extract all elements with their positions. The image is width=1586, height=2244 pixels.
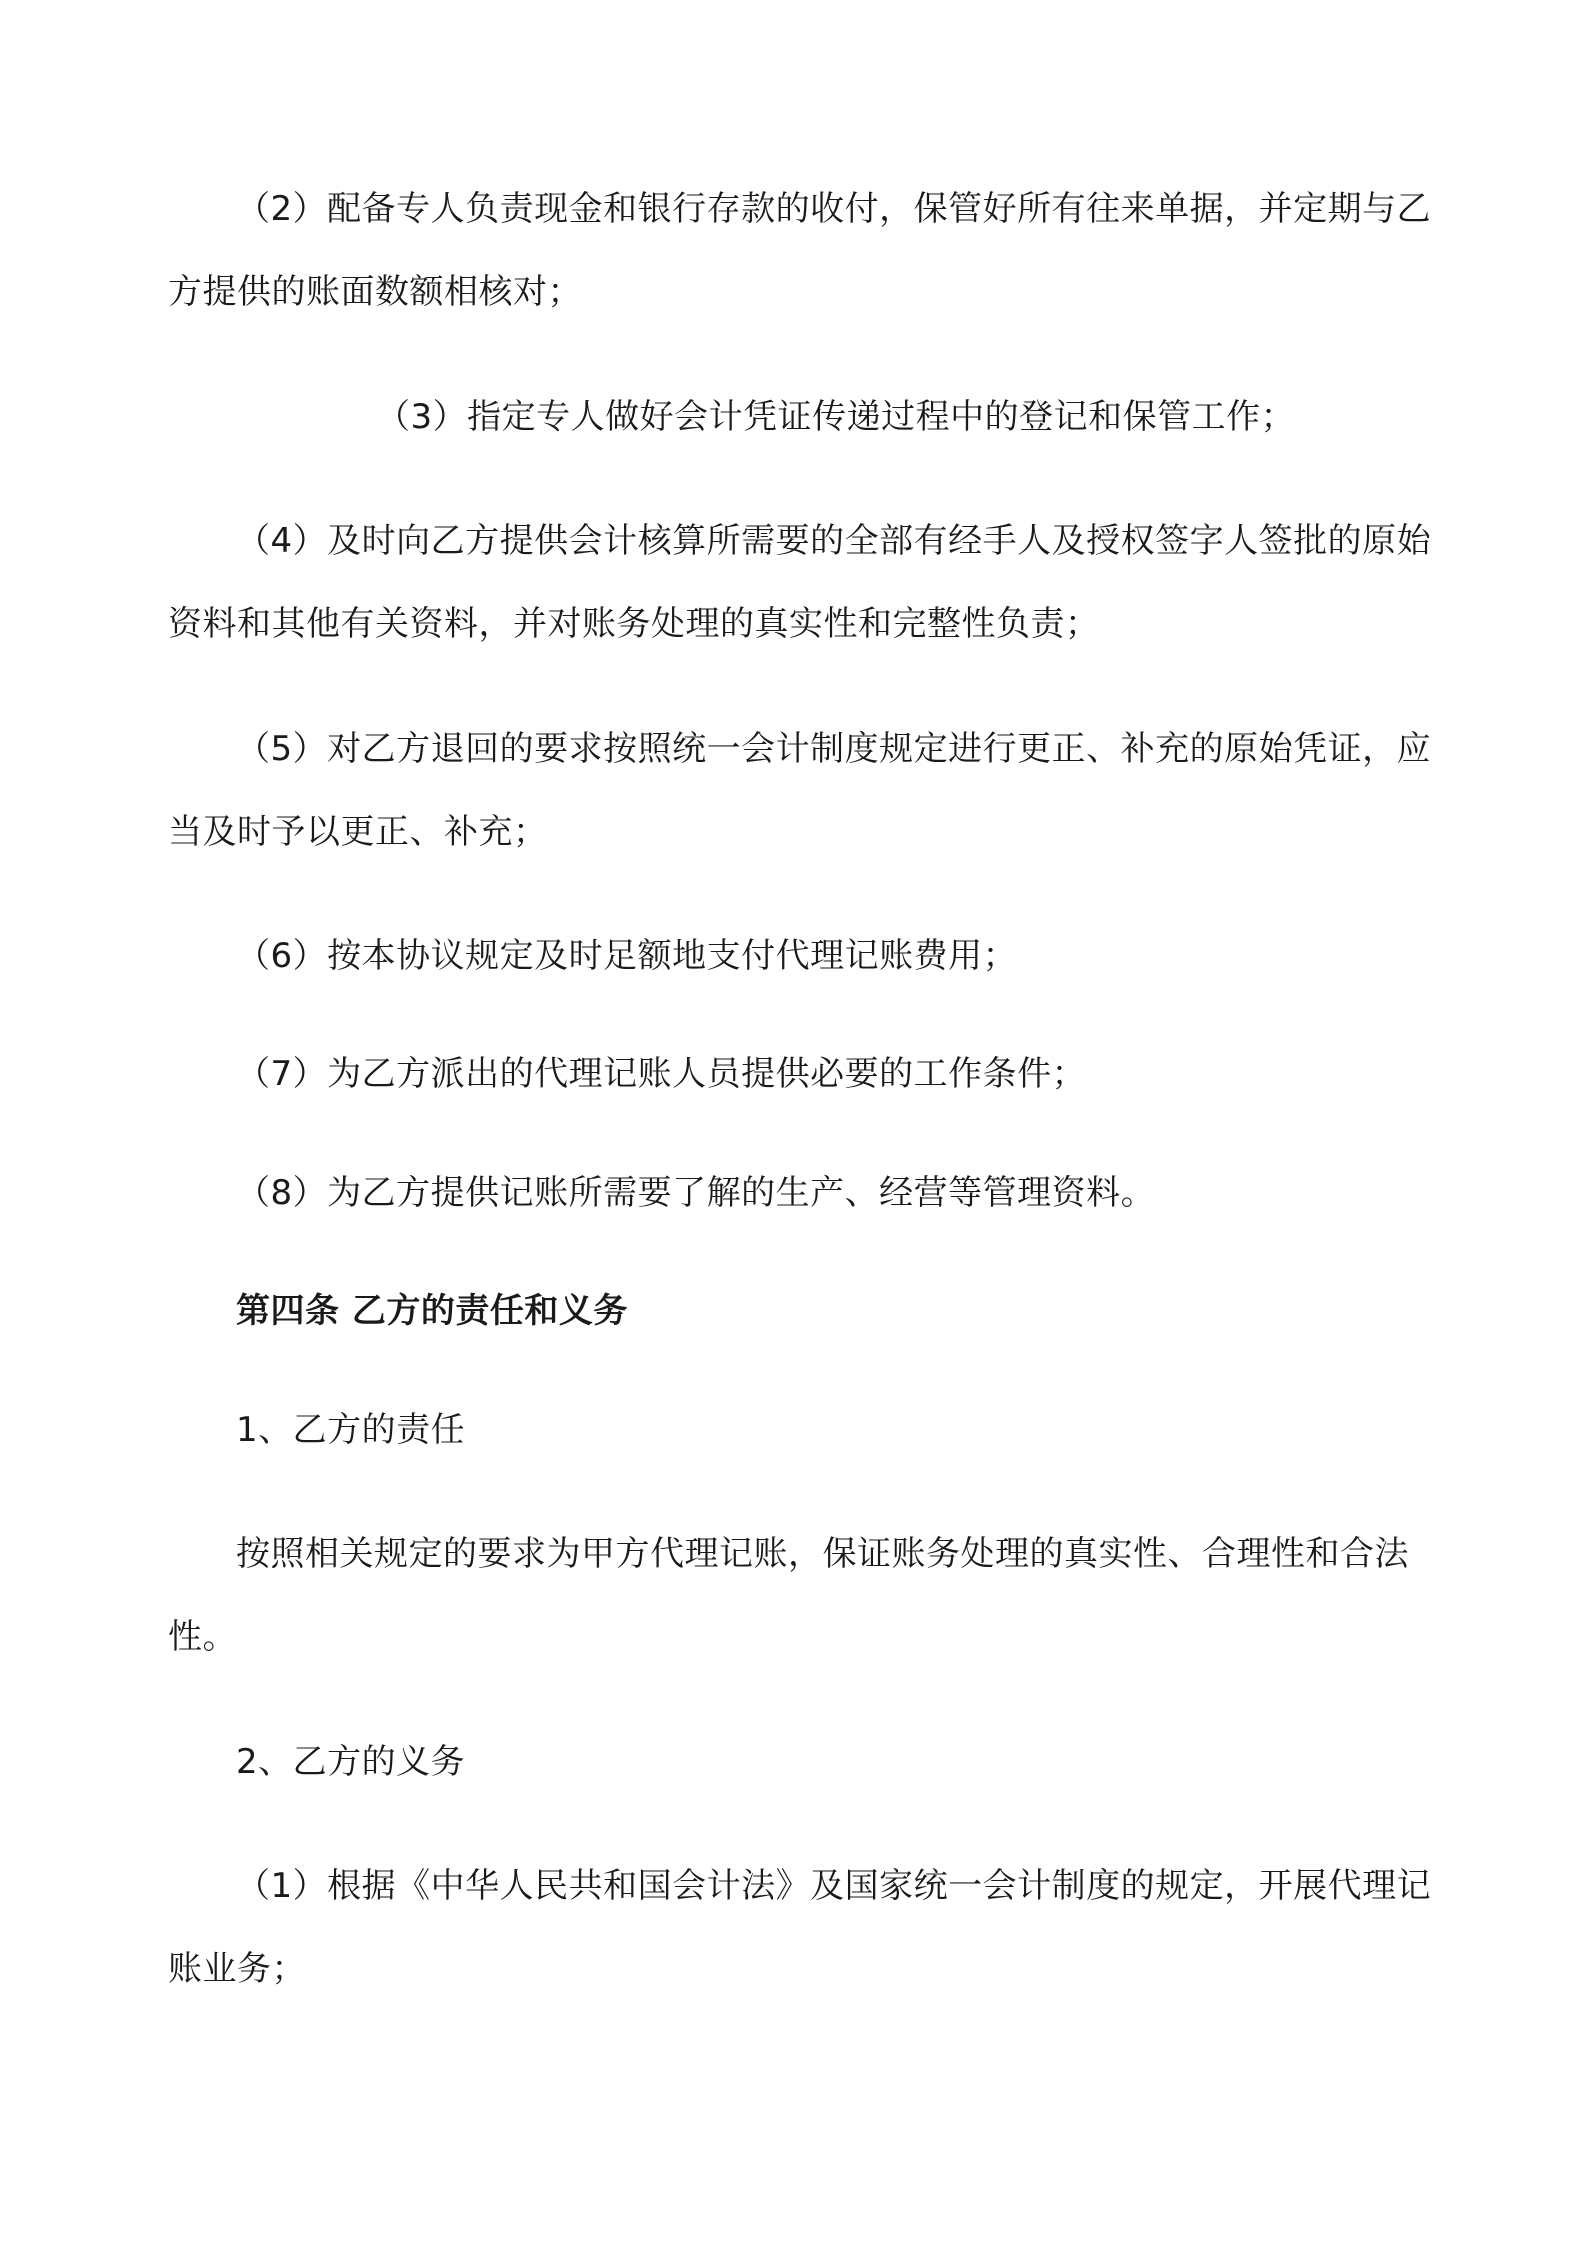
- section-2-heading: 2、乙方的义务: [236, 1742, 466, 1782]
- item-4-line-1: （4）及时向乙方提供会计核算所需要的全部有经手人及授权签字人签批的原始: [236, 521, 1432, 561]
- item-5-line-2: 当及时予以更正、补充；: [168, 812, 548, 852]
- section-1-paragraph-line-2: 性。: [168, 1617, 237, 1657]
- item-2-line-2: 方提供的账面数额相核对；: [168, 272, 582, 312]
- item-3-line-1: （3）指定专人做好会计凭证传递过程中的登记和保管工作；: [376, 397, 1296, 437]
- item-7-line-1: （7）为乙方派出的代理记账人员提供必要的工作条件；: [236, 1054, 1087, 1094]
- item-2-line-1: （2）配备专人负责现金和银行存款的收付，保管好所有往来单据，并定期与乙: [236, 189, 1432, 229]
- item-8-line-1: （8）为乙方提供记账所需要了解的生产、经营等管理资料。: [236, 1173, 1156, 1213]
- item-4-line-2: 资料和其他有关资料，并对账务处理的真实性和完整性负责；: [168, 604, 1100, 644]
- duty-1-line-1: （1）根据《中华人民共和国会计法》及国家统一会计制度的规定，开展代理记: [236, 1866, 1432, 1906]
- item-6-line-1: （6）按本协议规定及时足额地支付代理记账费用；: [236, 936, 1018, 976]
- section-1-paragraph-line-1: 按照相关规定的要求为甲方代理记账，保证账务处理的真实性、合理性和合法: [236, 1534, 1409, 1574]
- item-5-line-1: （5）对乙方退回的要求按照统一会计制度规定进行更正、补充的原始凭证，应: [236, 729, 1432, 769]
- duty-1-line-2: 账业务；: [168, 1949, 306, 1989]
- article-4-heading: 第四条 乙方的责任和义务: [236, 1291, 628, 1331]
- section-1-heading: 1、乙方的责任: [236, 1410, 466, 1450]
